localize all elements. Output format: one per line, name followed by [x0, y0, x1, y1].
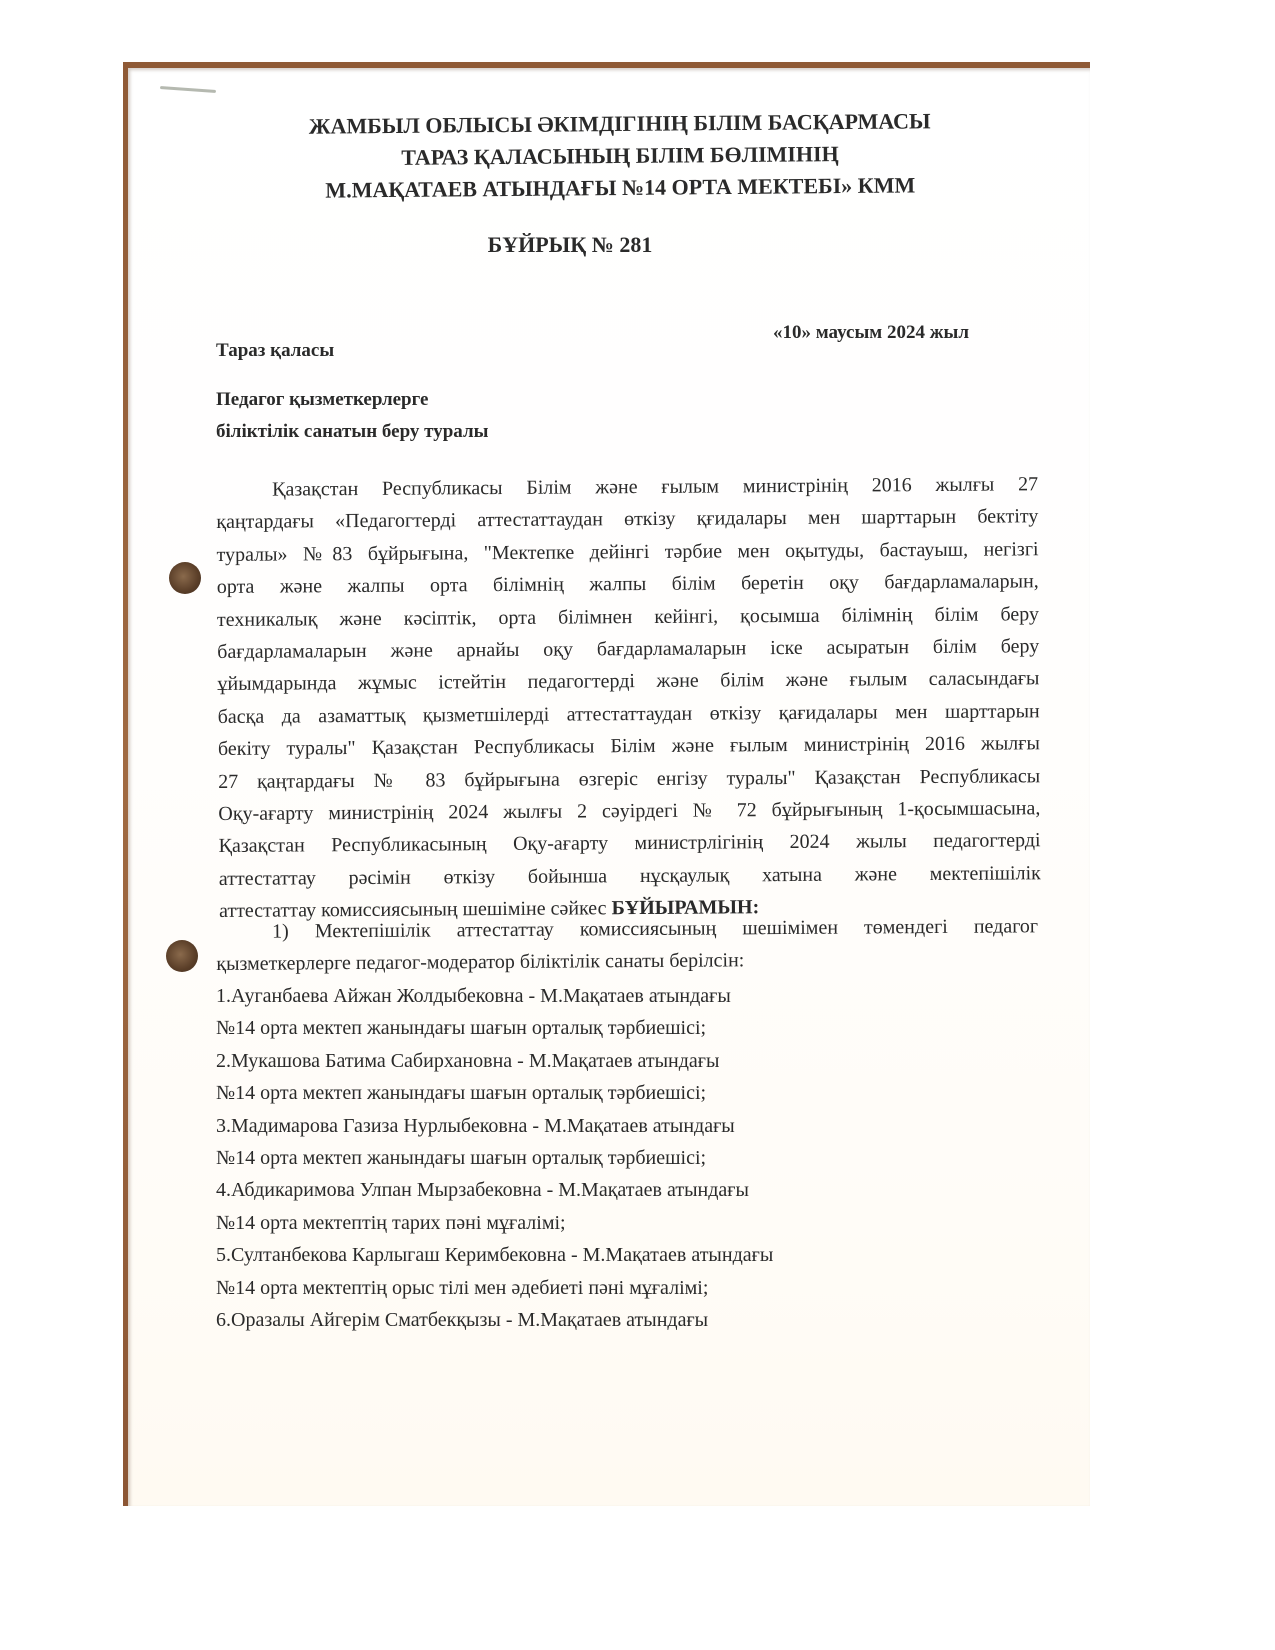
preamble-paragraph	[216, 468, 1041, 927]
order-subject	[216, 384, 488, 448]
preamble-line: бағдарламаларын және арнайы оқу бағдарламаларын іске асыратын білім беру	[217, 635, 1040, 663]
list-item: 1.Ауганбаева Айжан Жолдыбековна - М.Мақатаев атындағы	[216, 985, 731, 1007]
preamble-line: ұйымдарында жұмыс істейтін педагогтерді және білім және ғылым саласындағы	[217, 667, 1040, 696]
list-item: 4.Абдикаримова Улпан Мырзабековна - М.Мақатаев атындағы	[216, 1179, 749, 1202]
list-item: №14 орта мектеп жанындағы шағын орталық тәрбиешісі;	[216, 1017, 707, 1040]
subject-line: біліктілік санатын беру туралы	[216, 421, 489, 442]
preamble-line: техникалық және кәсіптік, орта білімнен кейінгі, қосымша білімнің білім беру	[216, 602, 1040, 631]
header-line: М.МАҚАТАЕВ АТЫНДАҒЫ №14 ОРТА МЕКТЕБІ» КММ	[325, 172, 916, 203]
preamble-line: орта және жалпы орта білімнің жалпы білім беретін оқу бағдарламаларын,	[216, 570, 1039, 599]
city: Тараз қаласы	[216, 340, 335, 361]
staff-list	[216, 980, 916, 1336]
preamble-line: бекіту туралы" Қазақстан Республикасы Білім және ғылым министрінің 2016 жылғы	[217, 732, 1040, 761]
clause-1	[216, 910, 1038, 981]
preamble-line: туралы» №83 бұйрығына, "Мектепке дейінгі тәрбие мен оқытуды, бастауыш, негізгі	[216, 538, 1039, 566]
header-line: ЖАМБЫЛ ОБЛЫСЫ ӘКІМДІГІНІҢ БІЛІМ БАСҚАРМАСЫ	[308, 108, 931, 139]
preamble-line: 27 қаңтардағы № 83 бұйрығына өзгеріс енгізу туралы" Қазақстан Республикасы	[218, 764, 1041, 793]
preamble-line: Қазақстан Республикасы Білім және ғылым министрінің 2016 жылғы 27	[272, 473, 1039, 501]
list-item: №14 орта мектептің орыс тілі мен әдебиеті пәні мұғалімі;	[216, 1276, 709, 1299]
preamble-line: аттестаттау комиссиясының шешіміне сәйкес	[218, 897, 612, 923]
list-item: №14 орта мектеп жанындағы шағын орталық тәрбиешісі;	[216, 1146, 707, 1169]
list-item: 3.Мадимарова Газиза Нурлыбековна - М.Мақатаев атындағы	[216, 1114, 735, 1137]
clause-line: қызметкерлерге педагог-модератор біліктілік санаты берілсін:	[216, 949, 745, 976]
list-item: №14 орта мектептің тарих пәні мұғалімі;	[216, 1211, 566, 1234]
clause-line: 1) Мектепішілік аттестаттау комиссиясының шешімімен төмендегі педагог	[272, 915, 1039, 943]
list-item: 5.Султанбекова Карлыгаш Керимбековна - М.Мақатаев атындағы	[216, 1244, 774, 1267]
order-directive: БҰЙЫРАМЫН:	[611, 896, 760, 920]
preamble-line: аттестаттау рәсімін өткізу бойынша нұсқаулық хатына және мектепішілік	[218, 861, 1041, 890]
preamble-line: басқа да азаматтық қызметшілерді аттестаттаудан өткізу қағидалары мен шарттарын	[217, 699, 1040, 728]
preamble-line: Оқу-ағарту министрінің 2024 жылғы 2 сәуірдегі № 72 бұйрығының 1-қосымшасына,	[218, 797, 1041, 825]
preamble-line: Қазақстан Республикасының Оқу-ағарту министрлігінің 2024 жылы педагогтерді	[218, 829, 1041, 858]
list-item: 2.Мукашова Батима Сабирхановна - М.Мақатаев атындағы	[216, 1049, 720, 1072]
organization-header	[200, 104, 1041, 207]
list-item: 6.Оразалы Айгерім Сматбекқызы - М.Мақатаев атындағы	[216, 1308, 709, 1331]
order-date: «10» маусым 2024 жыл	[773, 322, 969, 343]
order-title: БҰЙРЫҚ № 281	[487, 232, 653, 257]
punch-hole	[169, 562, 201, 594]
header-line: ТАРАЗ ҚАЛАСЫНЫҢ БІЛІМ БӨЛІМІНІҢ	[401, 141, 839, 170]
preamble-line: қаңтардағы «Педагогтерді аттестаттаудан өткізу қғидалары мен шарттарын бектіту	[216, 505, 1039, 534]
subject-line: Педагог қызметкерлерге	[216, 389, 429, 410]
list-item: №14 орта мектеп жанындағы шағын орталық тәрбиешісі;	[216, 1082, 707, 1105]
punch-hole	[166, 940, 198, 972]
